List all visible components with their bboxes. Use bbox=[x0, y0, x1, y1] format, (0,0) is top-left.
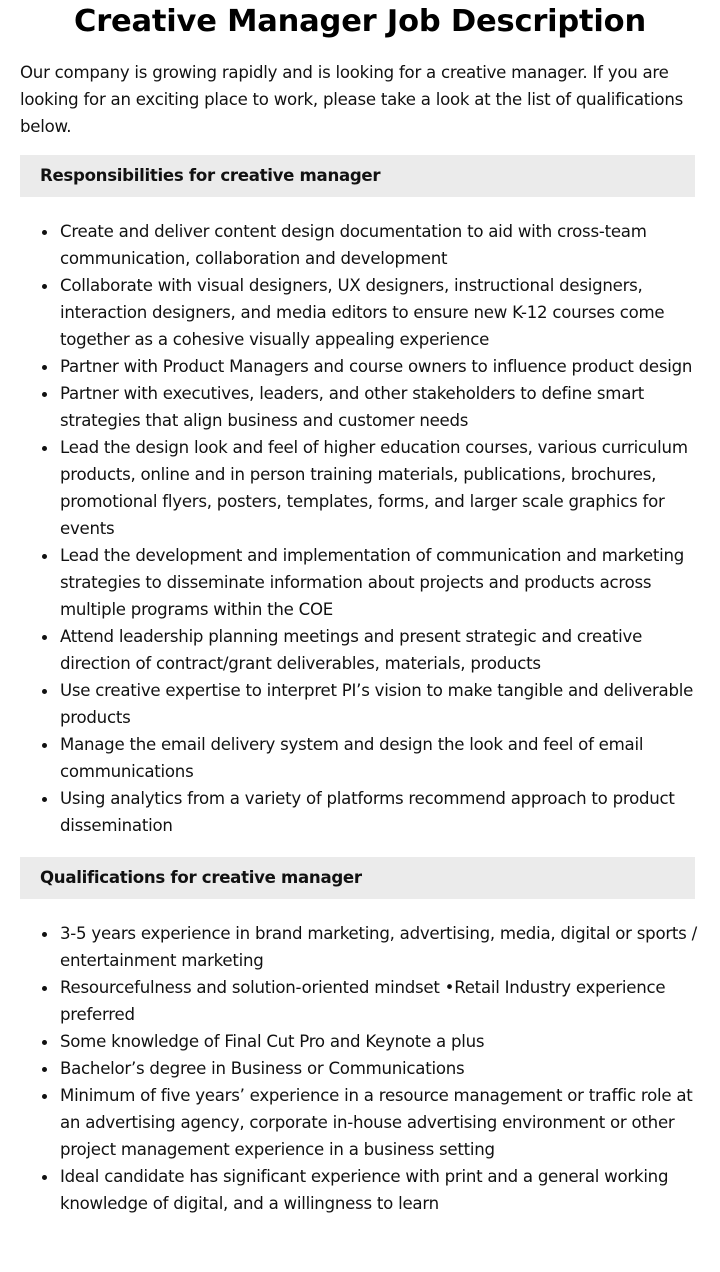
list-item: Lead the development and implementation of communication and marketing strategies to disseminate information about projects and products across multiple programs within the COE bbox=[60, 542, 700, 623]
list-item: Some knowledge of Final Cut Pro and Keynote a plus bbox=[60, 1028, 700, 1055]
list-item: Use creative expertise to interpret PI’s vision to make tangible and deliverable products bbox=[60, 677, 700, 731]
list-item: Manage the email delivery system and design the look and feel of email communications bbox=[60, 731, 700, 785]
list-item: Partner with Product Managers and course owners to influence product design bbox=[60, 353, 700, 380]
page-title: Creative Manager Job Description bbox=[74, 4, 646, 39]
intro-paragraph: Our company is growing rapidly and is looking for a creative manager. If you are looking for an exciting place to work, please take a look at the list of qualifications below. bbox=[20, 63, 683, 136]
list-item: Lead the design look and feel of higher education courses, various curriculum products, online and in person training materials, publications, brochures, promotional flyers, posters, templates, forms, and larger scale graphics for events bbox=[60, 434, 700, 542]
list-item: Bachelor’s degree in Business or Communications bbox=[60, 1055, 700, 1082]
list-item: Ideal candidate has significant experience with print and a general working knowledge of digital, and a willingness to learn bbox=[60, 1163, 700, 1217]
qualifications-list bbox=[20, 920, 700, 1217]
list-item: Partner with executives, leaders, and other stakeholders to define smart strategies that align business and customer needs bbox=[60, 380, 700, 434]
list-item: Attend leadership planning meetings and present strategic and creative direction of contract/grant deliverables, materials, products bbox=[60, 623, 700, 677]
list-item: 3-5 years experience in brand marketing, advertising, media, digital or sports / entertainment marketing bbox=[60, 920, 700, 974]
list-item: Minimum of five years’ experience in a resource management or traffic role at an advertising agency, corporate in-house advertising environment or other project management experience in a business setting bbox=[60, 1082, 700, 1163]
qualifications-heading: Qualifications for creative manager bbox=[20, 857, 695, 899]
list-item: Create and deliver content design documentation to aid with cross-team communication, collaboration and development bbox=[60, 218, 700, 272]
responsibilities-heading: Responsibilities for creative manager bbox=[20, 155, 695, 197]
list-item: Resourcefulness and solution-oriented mindset •Retail Industry experience preferred bbox=[60, 974, 700, 1028]
list-item: Collaborate with visual designers, UX designers, instructional designers, interaction designers, and media editors to ensure new K-12 courses come together as a cohesive visually appealing experience bbox=[60, 272, 700, 353]
responsibilities-list bbox=[20, 218, 700, 839]
list-item: Using analytics from a variety of platforms recommend approach to product dissemination bbox=[60, 785, 700, 839]
